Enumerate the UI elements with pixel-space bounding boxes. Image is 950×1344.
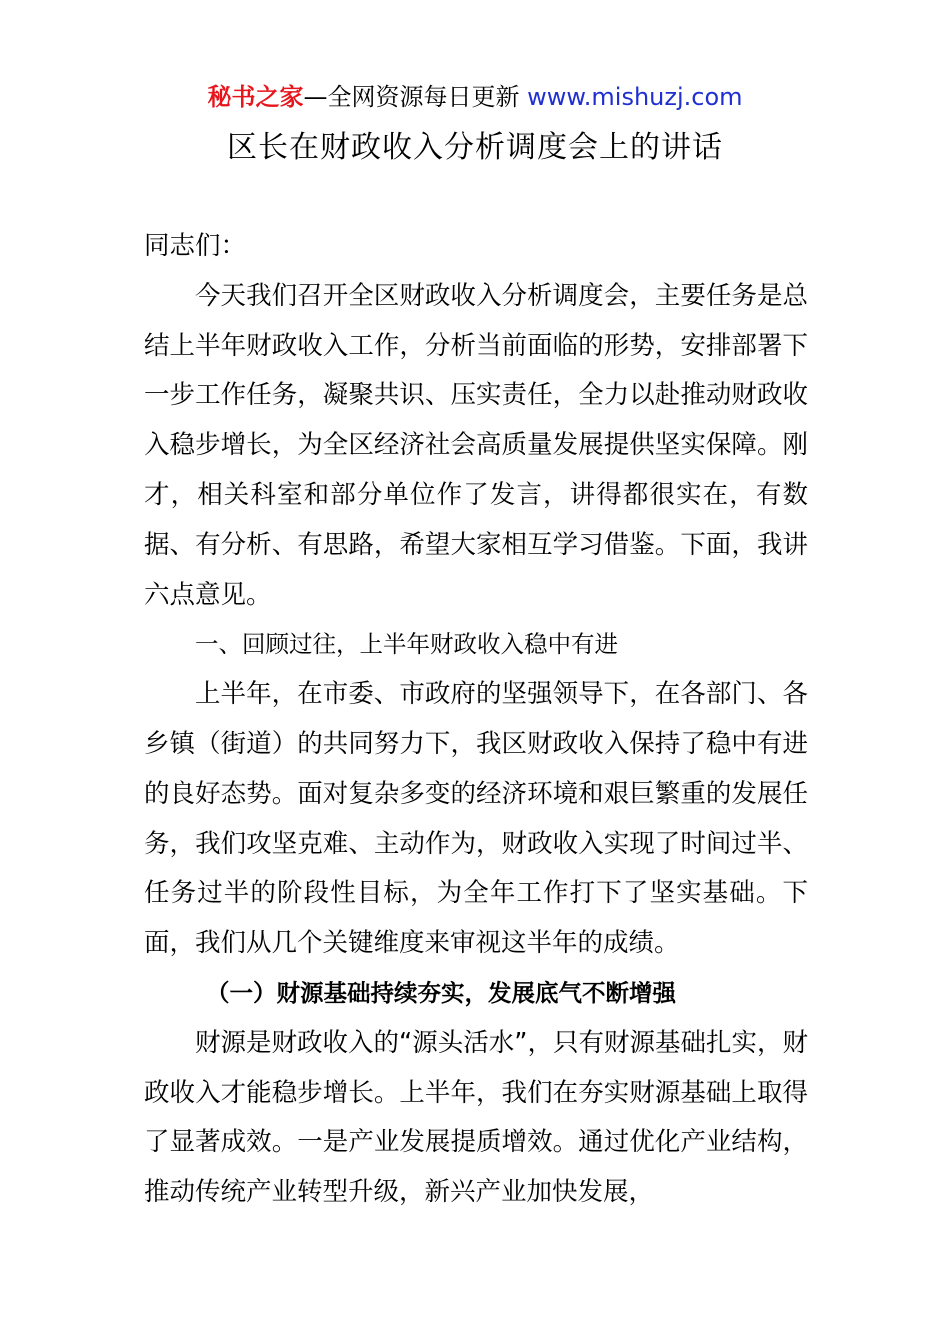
site-brand: 秘书之家 xyxy=(207,83,304,111)
section-1-paragraph: 上半年，在市委、市政府的坚强领导下，在各部门、各乡镇（街道）的共同努力下，我区财政收入保持了稳中有进的良好态势。面对复杂多变的经济环境和艰巨繁重的发展任务，我们攻坚克难、主动作为，财政收入实现了时间过半、任务过半的阶段性目标，为全年工作打下了坚实基础。下面，我们从几个关键维度来审视这半年的成绩。 xyxy=(144,679,808,959)
subsection-1-paragraph: 财源是财政收入的“源头活水”，只有财源基础扎实，财政收入才能稳步增长。上半年，我们在夯实财源基础上取得了显著成效。一是产业发展提质增效。通过优化产业结构，推动传统产业转型升级，新兴产业加快发展， xyxy=(144,1027,808,1208)
document-title: 区长在财政收入分析调度会上的讲话 xyxy=(227,130,723,165)
section-heading-1: 一、回顾过往，上半年财政收入稳中有进 xyxy=(195,630,618,659)
subsection-heading-1: （一）财源基础持续夯实，发展底气不断增强 xyxy=(206,978,676,1007)
intro-paragraph: 今天我们召开全区财政收入分析调度会，主要任务是总结上半年财政收入工作，分析当前面临的形势，安排部署下一步工作任务，凝聚共识、压实责任，全力以赴推动财政收入稳步增长，为全区经济社会高质量发展提供坚实保障。刚才，相关科室和部分单位作了发言，讲得都很实在，有数据、有分析、有思路，希望大家相互学习借鉴。下面，我讲六点意见。 xyxy=(144,280,808,610)
site-tagline: —全网资源每日更新 xyxy=(303,83,528,111)
salutation: 同志们： xyxy=(144,231,247,261)
document-body xyxy=(144,222,808,1218)
site-url[interactable]: www.mishuzj.com xyxy=(527,83,743,111)
site-header xyxy=(0,82,950,112)
